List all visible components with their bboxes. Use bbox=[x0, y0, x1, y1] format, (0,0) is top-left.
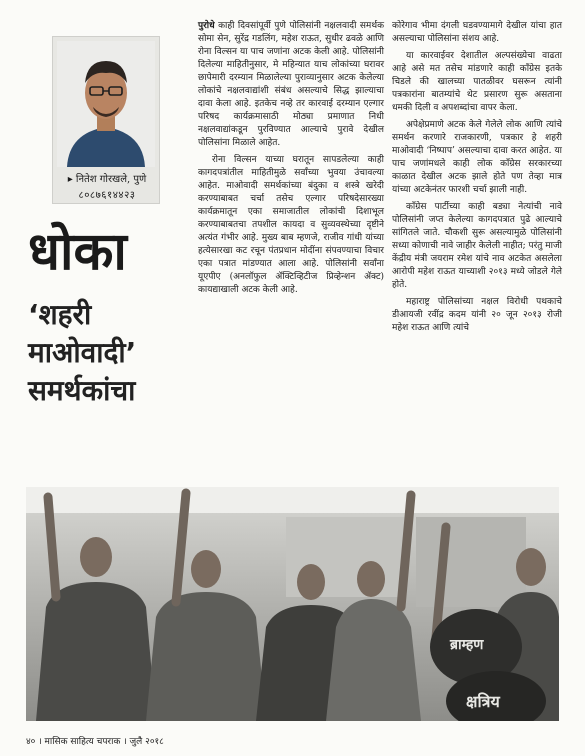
author-box bbox=[52, 36, 160, 204]
article-column-2 bbox=[392, 20, 562, 339]
article-paragraph: महाराष्ट्र पोलिसांच्या नक्षल विरोधी पथकाचे डीआयजी रवींद्र कदम यांनी २० जून २०१३ रोजी महेश राऊत आणि त्यांचे bbox=[392, 297, 562, 333]
article-column-1 bbox=[198, 20, 384, 301]
article-paragraph: काँग्रेस पार्टीच्या काही बड्या नेत्यांची नावे पोलिसांनी जप्त केलेल्या कागदपत्रात पुढे आल्याचे सांगितले जाते. चौकशी सुरू असल्यामुळे पोलिसांनी सध्या कोणाची नावे जाहीर केलेली नाहीत; परंतु माजी केंद्रीय मंत्री जयराम रमेश यांचे नाव अटकेत असलेला आरोपी महेश राऊत याच्याशी २०१३ मध्ये जोडले गेले होते. bbox=[392, 202, 562, 290]
article-paragraph: रोना विल्सन याच्या घरातून सापडलेल्या काही कागदपत्रांतील माहितीमुळे सर्वांच्या भुवया उंचावल्या आहेत. माओवादी समर्थकांच्या बंदुका व शस्त्रे खरेदी करण्याबाबत चर्चा तसेच एल्गार परिषदेसारख्या कार्यक्रमातून एका समाजातील लोकांची दिशाभूल करण्याबाबतचा तपशील कायदा व सुव्यवस्थेच्या दृष्टीने अत्यंत गंभीर आहे. मुख्य बाब म्हणजे, राजीव गांधी यांच्या हत्येसारखा कट रचून पंतप्रधान मोदींना संपवण्याचा विचार एका पत्रात मांडण्यात आला आहे. पोलिसांनी सर्वांना यूएपीए (अनलॉफुल ॲक्टिव्हिटीज प्रिव्हेन्शन ॲक्ट) कायद्याखाली अटक केली आहे. bbox=[198, 155, 384, 295]
article-paragraph: या कारवाईवर देशातील अल्पसंख्येचा वाढता आहे असे मत तसेच मांडणारे काही काँग्रेस इतके चिडले की खालच्या पातळीवर घसरून त्यांनी पत्रकारांना बातम्यांचे थेट प्रसारण सुरू असताना धमकी दिली व अपशब्दांचा वापर केला. bbox=[392, 51, 562, 113]
pot-label: क्षत्रिय bbox=[466, 692, 500, 711]
rally-photo bbox=[26, 487, 559, 721]
author-name: ▸ नितेश गोरखले, पुणे bbox=[67, 174, 147, 185]
article-paragraph: कोरेगाव भीमा दंगली घडवण्यामागे देखील यांचा हात असल्याचा पोलिसांना संशय आहे. bbox=[392, 21, 562, 44]
author-photo bbox=[57, 41, 155, 167]
author-phone: ८०८७६१४४२३ bbox=[78, 190, 136, 201]
pot-label: ब्राम्हण bbox=[450, 637, 484, 653]
article-paragraph: पुरोधे काही दिवसांपूर्वी पुणे पोलिसांनी नक्षलवादी समर्थक सोमा सेन, सुरेंद्र गडलिंग, महेश राऊत, सुधीर ढवळे आणि रोना विल्सन या पाच जणांना अटक केली आहे. पोलिसांनी दिलेल्या माहितीनुसार, मे महिन्यात याच लोकांच्या घरावर छापेमारी दरम्यान मिळालेल्या पुराव्यानुसार अटक केलेल्या लोकांचे नक्षलवाद्यांशी संबंध असल्याचे सिद्ध झाल्याचा दावा केला आहे. इतकेच नव्हे तर कारवाई दरम्यान एल्गार परिषद कार्यक्रमासाठी मोठ्या प्रमाणात निधी नक्षलवाद्यांकडून पुरविण्यात आल्याचे पुरावे देखील पोलिसांना मिळाले आहेत. bbox=[198, 21, 384, 148]
headline-main: धोका bbox=[28, 222, 127, 282]
article-paragraph: अपेक्षेप्रमाणे अटक केले गेलेले लोक आणि त्यांचे समर्थन करणारे राजकारणी, पत्रकार हे शहरी माओवादी ‘निष्पाप’ असल्याचा दावा करत आहेत. या पाच जणांमधले काही लोक काँग्रेस सरकारच्या काळात देखील अटक झाले होते पण तेव्हा मात्र यांच्या अटकेनंतर फारशी चर्चा झाली नाही. bbox=[392, 120, 562, 195]
headline-sub: ‘शहरी माओवादी’ समर्थकांचा bbox=[28, 298, 137, 407]
lead-word: पुरोधे bbox=[198, 21, 215, 31]
page-footer: ४० । मासिक साहित्य चपराक । जुलै २०१८ bbox=[26, 737, 164, 747]
